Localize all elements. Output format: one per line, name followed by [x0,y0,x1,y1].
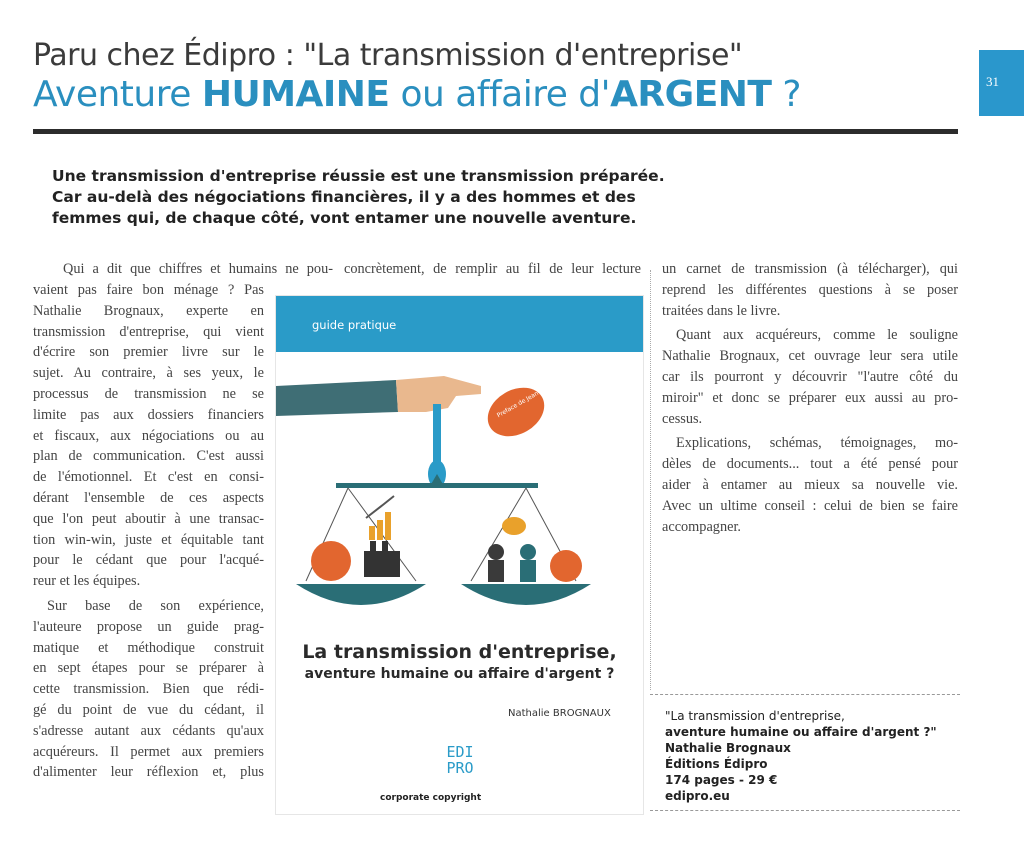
logo-line: PRO [446,759,474,777]
col1-line: tion win-win, juste et équitable tant [33,531,264,548]
col3-line: Explications, schémas, témoignages, mo- [676,435,958,452]
col3-line: aider à entamer au mieux sa nouvelle vie. [662,476,958,493]
sleeve-shape [276,380,398,416]
cover-illustration [276,356,643,636]
badge-text: Preface de Jean-Jacques Duchesne [495,361,590,420]
col1-line: plan de communication. C'est aussi [33,448,264,465]
col1-line: Nathalie Brognaux, experte en [33,302,264,319]
col1-line: Qui a dit que chiffres et humains ne pou- [63,261,333,277]
book-cover [276,296,643,814]
page-number-tab [979,50,1024,116]
col3-line: accompagner. [662,518,741,535]
globe-icon [550,550,582,582]
col1-line: cette transmission. Bien que rédi- [33,681,264,698]
col1-line: d'écrire son premier livre sur le [33,344,264,361]
col3-line: un carnet de transmission (à télécharger), qui [662,261,958,277]
left-pan [296,584,426,605]
col1-line: gé du point de vue du cédant, il [33,701,264,718]
col1-line: que l'on peut aboutir à une transac- [33,510,264,527]
col1-line: reur et les équipes. [33,573,141,590]
col3-line: cessus. [662,410,703,427]
factory-icon [364,551,400,577]
col1-line: matique et méthodique construit [33,639,264,656]
drop-stream [433,404,441,462]
col1-line: et fiscaux, aux négociations ou au [33,427,264,444]
info-box-top-border [650,694,960,695]
col1-line: s'adresse autant aux cédants qu'aux [33,722,264,739]
header-rule [33,129,958,134]
cover-subtitle: aventure humaine ou affaire d'argent ? [304,666,615,682]
cover-title: La transmission d'entreprise, [302,641,617,663]
col1-line: de l'émotionnel. Et c'est en consi- [33,469,264,486]
title-bold-humaine: HUMAINE [201,74,390,115]
coin-icon [311,541,351,581]
info-box-bottom-border [650,810,960,811]
col2-line: concrètement, de remplir au fil de leur lecture [344,261,641,277]
cover-author: Nathalie BROGNAUX [508,708,611,719]
col1-line: processus de transmission ne se [33,385,264,402]
book-info-box [665,708,937,804]
col1-line: limite pas aux dossiers financiers [33,406,264,423]
col1-line: l'auteure propose un guide prag- [33,618,264,635]
person-icon [488,544,504,560]
speech-bubble-icon [502,517,526,535]
logo-line: EDI [446,743,474,761]
col1-line: dérant l'ensemble de ces aspects [33,489,264,506]
lead-paragraph: Une transmission d'entreprise réussie est une transmission préparée. Car au-delà des négociations financières, il y a des hommes et des femmes qui, de chaque côté, vont entamer une nouvelle aventure. [52,167,665,227]
col1-line: sujet. Au contraire, à ses yeux, le [33,365,264,382]
col1-line: acquéreurs. Il permet aux premiers [33,743,264,760]
info-website[interactable]: edipro.eu [665,789,730,803]
page-number: 31 [986,74,999,89]
col3-line: Quant aux acquéreurs, comme le souligne [676,327,958,344]
col1-line: en sept étapes pour se préparer à [33,660,264,677]
right-pan [461,584,591,605]
col3-line: reprend les différentes questions à se poser [662,281,958,298]
col3-line: Nathalie Brognaux, cet ouvrage leur sera utile [662,348,958,365]
cover-band [276,296,643,352]
info-title-line1: "La transmission d'entreprise, [665,709,845,723]
article-column-1 [33,280,264,783]
title-end: ? [771,74,802,115]
info-pages-price: 174 pages - 29 € [665,773,778,787]
cover-copyright: corporate copyright [380,793,482,803]
header-title-line2 [33,74,801,115]
title-bold-argent: ARGENT [610,74,772,115]
col3-line: miroir" et donc se préparer eux aussi au pro- [662,389,958,406]
col1-line: d'alimenter leur réflexion et, plus [33,764,264,781]
col3-line: Avec un ultime conseil : celui de bien se faire [662,497,958,514]
col1-line: vaient pas faire bon ménage ? Pas [33,282,264,298]
info-author: Nathalie Brognaux [665,741,791,755]
edipro-logo [438,744,482,776]
title-mid: ou affaire d' [389,74,611,115]
header-title-line1: Paru chez Édipro : "La transmission d'entreprise" [33,38,743,73]
col1-first-line [49,259,333,280]
chart-icon [369,526,375,540]
col3-line: traitées dans le livre. [662,302,781,319]
col3-line: car ils pourront y découvrir "l'autre côté du [662,368,958,385]
col1-line: transmission d'entreprise, qui vient [33,323,264,340]
cover-band-label: guide pratique [312,318,397,332]
col3-line: dèles de documents... tout a été pensé pour [662,456,958,473]
info-title-line2: aventure humaine ou affaire d'argent ?" [665,725,937,739]
article-column-2 [344,259,641,280]
col1-line: pour le cédant que pour l'acqué- [33,552,264,569]
column-divider [650,270,651,690]
person-icon [520,544,536,560]
info-publisher: Éditions Édipro [665,757,768,771]
col1-line: Sur base de son expérience, [47,597,264,614]
article-column-3 [662,259,958,537]
title-pre: Aventure [33,74,202,115]
